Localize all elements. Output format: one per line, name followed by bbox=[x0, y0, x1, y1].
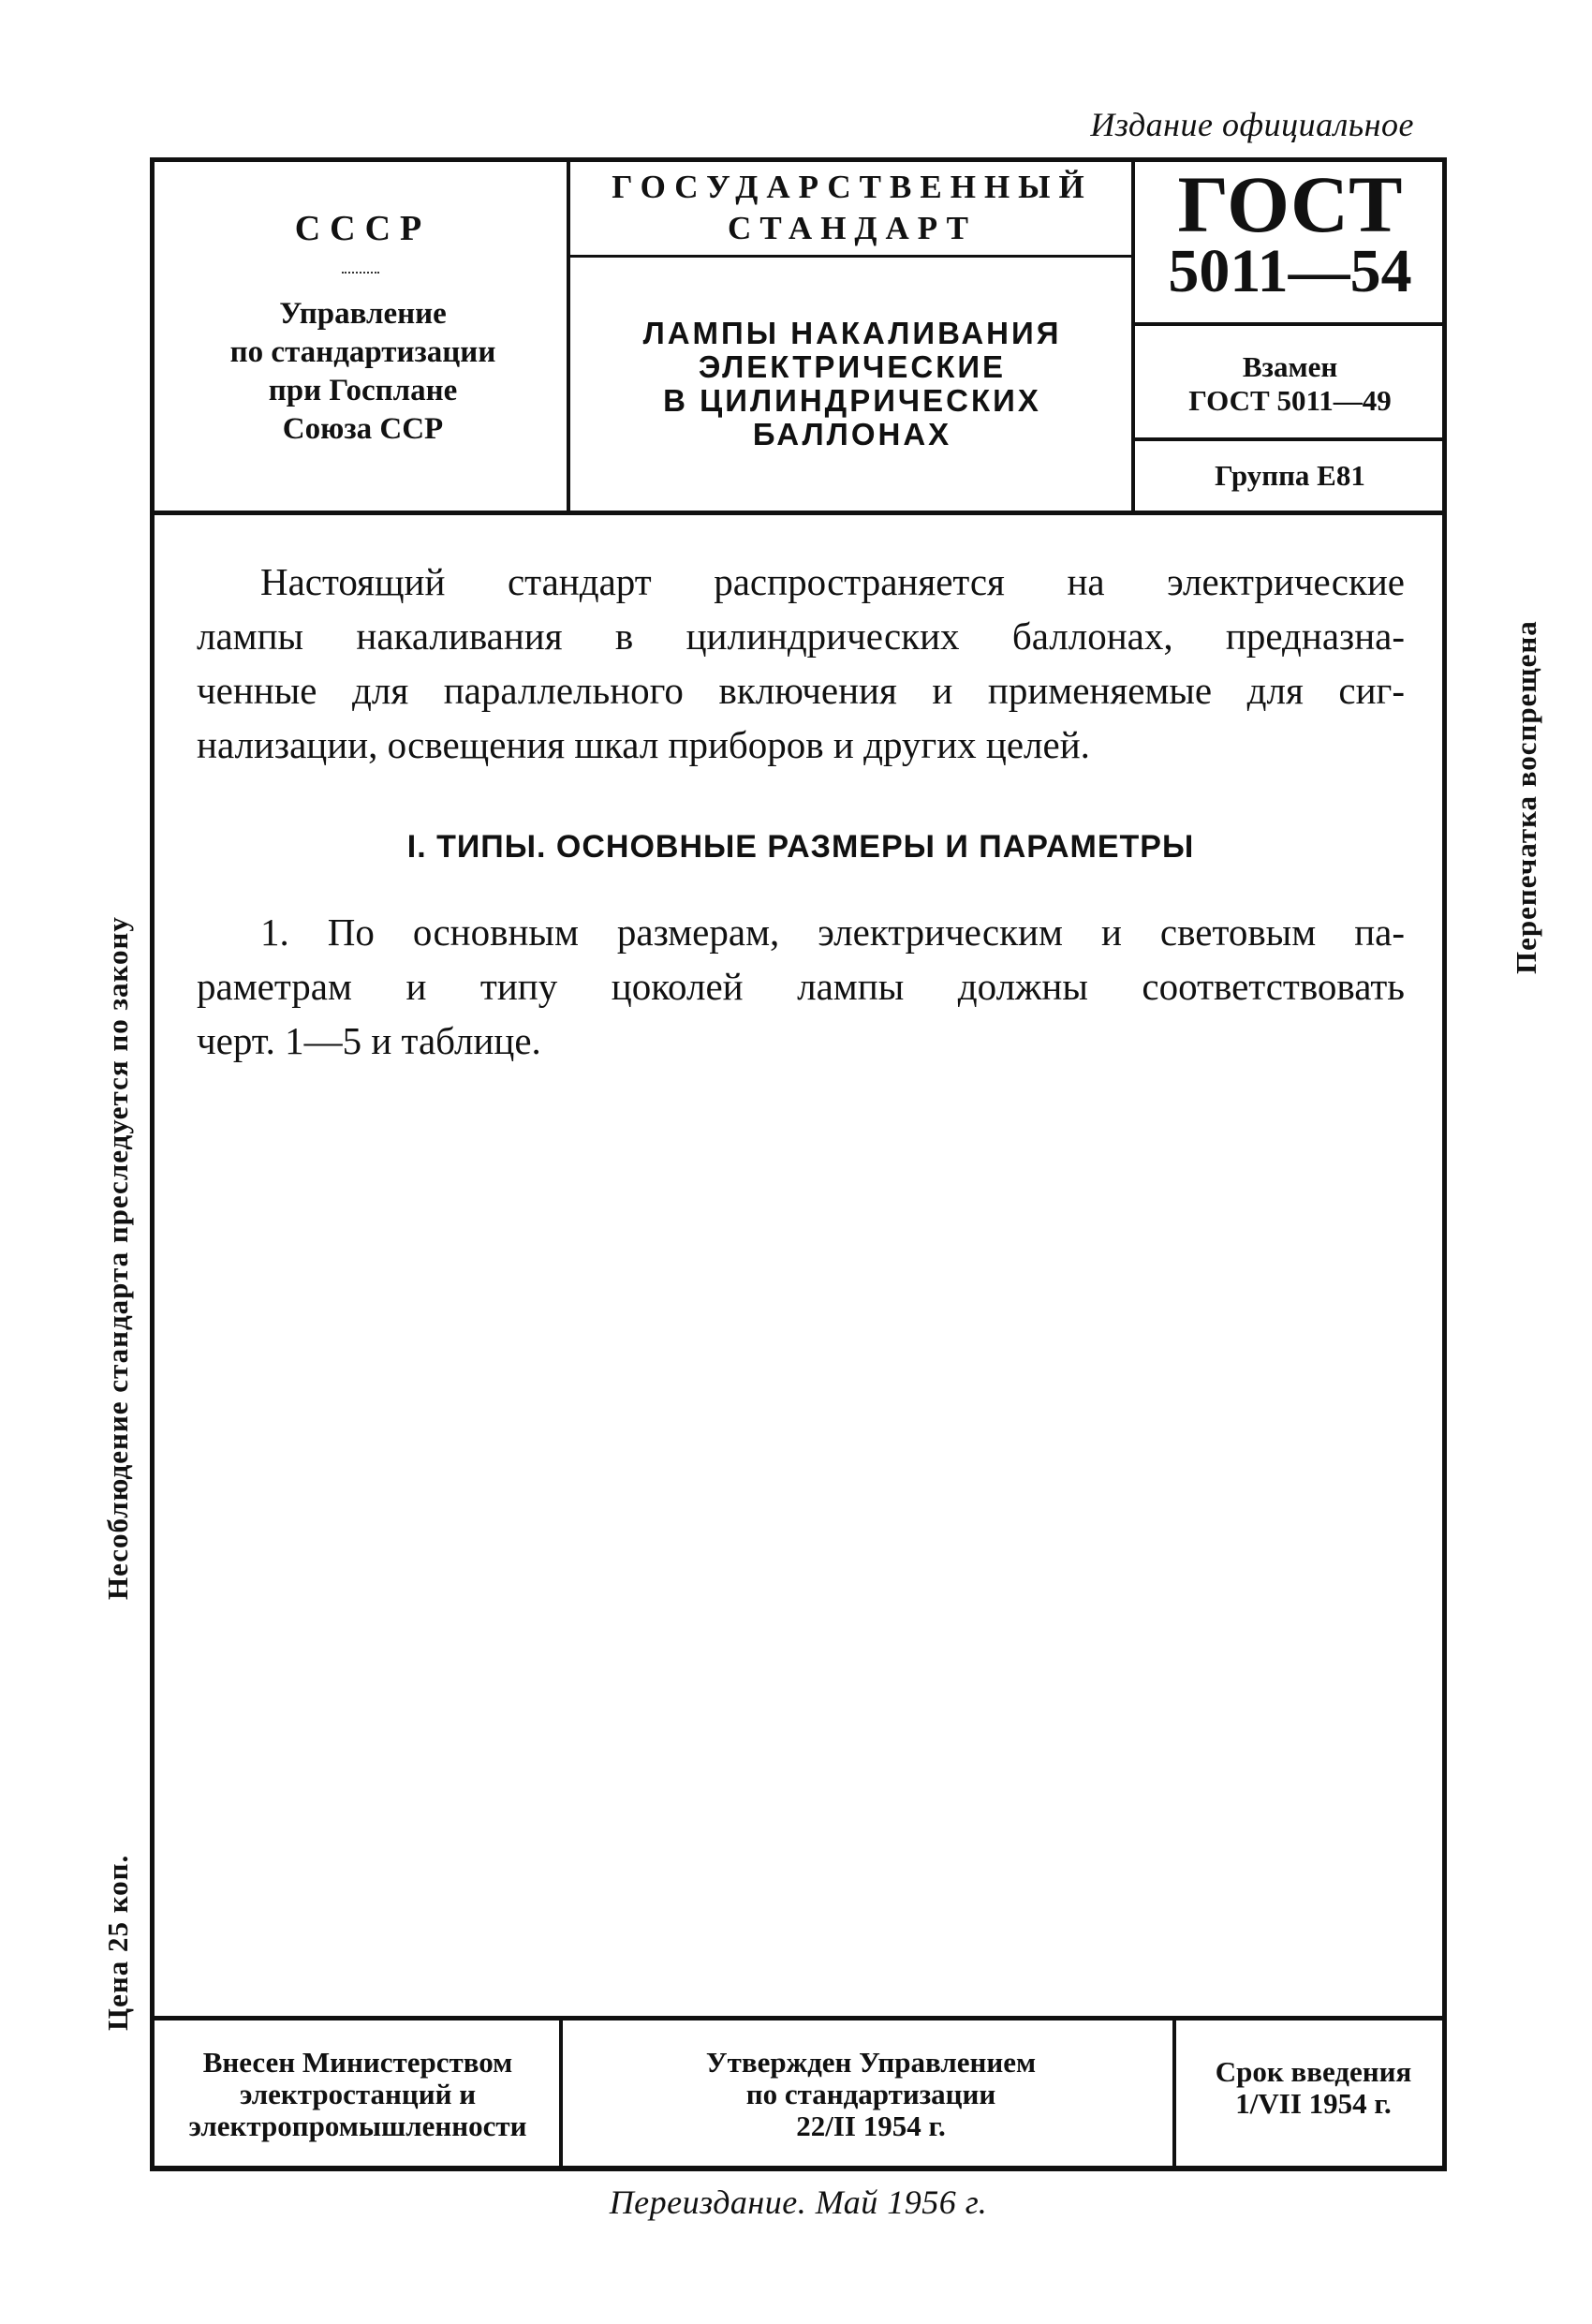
edition-note: Издание официальное bbox=[1090, 106, 1414, 143]
title-top-rule bbox=[570, 255, 1131, 258]
replaces-line: Взамен bbox=[1242, 350, 1338, 383]
approved-by-block bbox=[571, 2047, 1171, 2142]
intro-line: нализации, освещения шкал приборов и других целей. bbox=[197, 723, 1090, 766]
agency-block bbox=[159, 295, 567, 449]
agency-line: при Госплане bbox=[268, 374, 458, 407]
reissue-note: Переиздание. Май 1956 г. bbox=[609, 2183, 988, 2221]
clause-line: 1. По основным размерам, электрическим и световым па- bbox=[260, 910, 1405, 954]
approved-line: Утвержден Управлением bbox=[705, 2046, 1037, 2079]
replaces-bottom-rule bbox=[1135, 437, 1447, 441]
gost-number: 5011—54 bbox=[1168, 237, 1412, 305]
footer-divider-left bbox=[559, 2016, 563, 2171]
title-line: ЛАМПЫ НАКАЛИВАНИЯ bbox=[642, 316, 1062, 350]
gost-bottom-rule bbox=[1135, 322, 1447, 326]
agency-line: Союза ССР bbox=[282, 412, 444, 446]
submitted-line: электростанций и bbox=[239, 2078, 477, 2110]
intro-paragraph bbox=[197, 555, 1405, 772]
clause-paragraph bbox=[197, 905, 1405, 1068]
legal-notice-vertical: Несоблюдение стандарта преследуется по закону bbox=[101, 916, 134, 1600]
title-line: БАЛЛОНАХ bbox=[752, 417, 952, 451]
state-standard-line: ГОСУДАРСТВЕННЫЙ bbox=[612, 169, 1093, 205]
effective-line: 1/VII 1954 г. bbox=[1235, 2087, 1392, 2120]
agency-line: Управление bbox=[279, 297, 447, 331]
gost-label: ГОСТ bbox=[1177, 159, 1403, 249]
header-divider-left bbox=[567, 157, 570, 511]
group-code: Группа Е81 bbox=[1215, 459, 1365, 492]
footer-top-rule bbox=[150, 2016, 1447, 2021]
header-bottom-rule bbox=[150, 511, 1447, 515]
approved-line: 22/II 1954 г. bbox=[796, 2109, 946, 2142]
ornament-dash bbox=[342, 272, 379, 274]
state-standard-heading bbox=[576, 167, 1128, 249]
intro-line: ченные для параллельного включения и применяемые для сиг- bbox=[197, 669, 1405, 712]
header-divider-right bbox=[1131, 157, 1135, 511]
submitted-line: электропромышленности bbox=[188, 2109, 527, 2142]
title-line: ЭЛЕКТРИЧЕСКИЕ bbox=[698, 349, 1007, 384]
submitted-line: Внесен Министерством bbox=[202, 2046, 513, 2079]
price-vertical: Цена 25 коп. bbox=[101, 1854, 134, 2031]
footer-divider-right bbox=[1172, 2016, 1176, 2171]
reprint-notice-vertical: Перепечатка воспрещена bbox=[1510, 620, 1542, 974]
clause-line: раметрам и типу цоколей лампы должны соответствовать bbox=[197, 965, 1405, 1008]
document-title bbox=[576, 317, 1128, 451]
title-line: В ЦИЛИНДРИЧЕСКИХ bbox=[663, 383, 1041, 418]
state-standard-line: СТАНДАРТ bbox=[728, 210, 977, 246]
effective-date-block bbox=[1180, 2056, 1447, 2120]
agency-line: по стандартизации bbox=[229, 335, 496, 369]
effective-line: Срок введения bbox=[1215, 2055, 1412, 2088]
replaces-line: ГОСТ 5011—49 bbox=[1188, 384, 1392, 417]
clause-line: черт. 1—5 и таблице. bbox=[197, 1019, 541, 1062]
approved-line: по стандартизации bbox=[745, 2078, 996, 2110]
submitted-by-block bbox=[161, 2047, 554, 2142]
intro-line: лампы накаливания в цилиндрических баллонах, предназна- bbox=[197, 614, 1405, 658]
replaces-block bbox=[1138, 350, 1442, 418]
country-label: СССР bbox=[294, 209, 432, 248]
intro-line: Настоящий стандарт распространяется на электрические bbox=[260, 560, 1405, 603]
section-heading: I. ТИПЫ. ОСНОВНЫЕ РАЗМЕРЫ И ПАРАМЕТРЫ bbox=[406, 829, 1195, 865]
